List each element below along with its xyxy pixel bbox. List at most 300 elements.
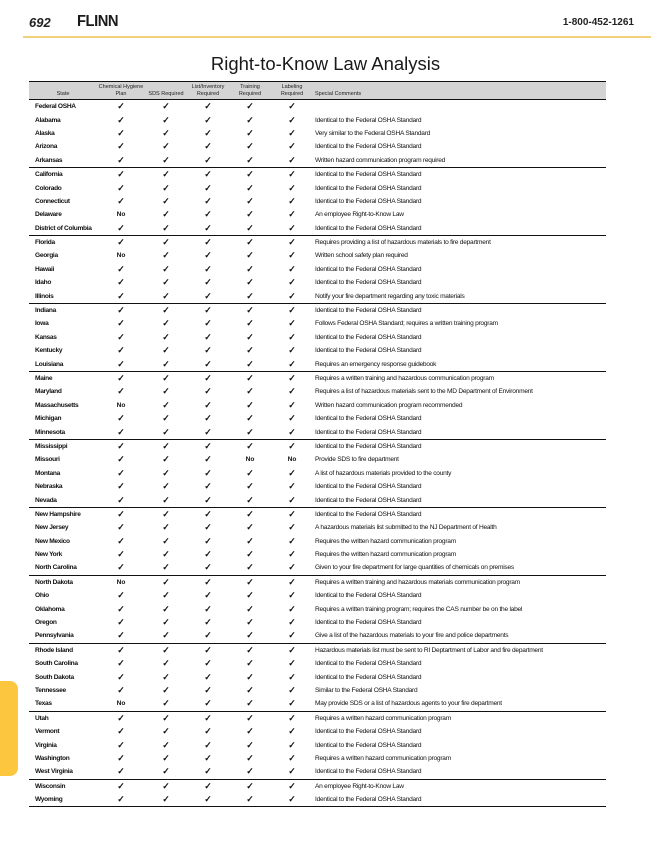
check-icon: ✓ <box>162 752 170 763</box>
check-icon: ✓ <box>162 101 170 112</box>
check-icon: ✓ <box>246 318 254 329</box>
check-icon: ✓ <box>117 739 125 750</box>
state-cell: New Jersey <box>35 524 69 532</box>
check-icon: ✓ <box>271 303 313 317</box>
check-icon: ✓ <box>117 141 125 152</box>
state-cell: Vermont <box>35 728 60 736</box>
state-cell: Alabama <box>35 116 61 124</box>
check-icon: ✓ <box>162 141 170 152</box>
table-row <box>29 602 606 615</box>
check-icon: ✓ <box>204 494 212 505</box>
special-comments-cell: Identical to the Federal OSHA Standard <box>315 116 422 124</box>
special-comments-cell: Identical to the Federal OSHA Standard <box>315 347 422 355</box>
check-icon: ✓ <box>204 481 212 492</box>
chemical-hygiene-plan-cell: No <box>116 401 126 409</box>
check-icon: ✓ <box>162 386 170 397</box>
check-icon: ✓ <box>204 739 212 750</box>
table-row <box>29 521 606 534</box>
check-icon: ✓ <box>288 154 296 165</box>
check-icon: ✓ <box>229 643 271 657</box>
table-row <box>29 399 606 412</box>
state-cell: Ohio <box>35 592 49 600</box>
check-icon: ✓ <box>288 345 296 356</box>
chemical-hygiene-plan-cell: No <box>97 575 145 589</box>
special-comments-cell: Similar to the Federal OSHA Standard <box>315 686 418 694</box>
table-header-row <box>29 82 606 100</box>
check-icon: ✓ <box>288 684 296 695</box>
check-icon: ✓ <box>97 235 145 249</box>
table-row <box>29 425 606 439</box>
check-icon: ✓ <box>246 154 254 165</box>
table-row <box>29 412 606 425</box>
check-icon: ✓ <box>288 195 296 206</box>
check-icon: ✓ <box>204 658 212 669</box>
check-icon: ✓ <box>117 222 125 233</box>
check-icon: ✓ <box>145 507 187 521</box>
check-icon: ✓ <box>117 590 125 601</box>
check-icon: ✓ <box>204 522 212 533</box>
check-icon: ✓ <box>246 141 254 152</box>
special-comments-cell: Follows Federal OSHA Standard; requires a written training program <box>315 320 498 328</box>
check-icon: ✓ <box>288 101 296 112</box>
state-cell: Illinois <box>35 292 54 300</box>
check-icon: ✓ <box>162 209 170 220</box>
check-icon: ✓ <box>288 671 296 682</box>
check-icon: ✓ <box>162 549 170 560</box>
state-cell: North Carolina <box>35 564 77 572</box>
check-icon: ✓ <box>145 439 187 453</box>
check-icon: ✓ <box>204 222 212 233</box>
check-icon: ✓ <box>117 101 125 112</box>
table-row <box>29 100 606 114</box>
special-comments-cell: Identical to the Federal OSHA Standard <box>313 793 606 807</box>
state-cell: Utah <box>29 711 97 725</box>
state-cell: Missouri <box>35 456 60 464</box>
check-icon: ✓ <box>288 250 296 261</box>
table-row <box>29 575 606 589</box>
check-icon: ✓ <box>204 127 212 138</box>
check-icon: ✓ <box>187 167 229 181</box>
special-comments-cell: Identical to the Federal OSHA Standard <box>315 428 422 436</box>
check-icon: ✓ <box>246 590 254 601</box>
check-icon: ✓ <box>204 684 212 695</box>
check-icon: ✓ <box>117 386 125 397</box>
special-comments-cell <box>313 100 606 114</box>
state-cell: Federal OSHA <box>35 103 76 111</box>
check-icon: ✓ <box>162 345 170 356</box>
table-row <box>29 535 606 548</box>
check-icon: ✓ <box>288 277 296 288</box>
special-comments-cell: An employee Right-to-Know Law <box>313 779 606 793</box>
check-icon: ✓ <box>271 439 313 453</box>
special-comments-cell: Identical to the Federal OSHA Standard <box>313 303 606 317</box>
table-row <box>29 697 606 711</box>
special-comments-cell: Provide SDS to fire department <box>315 456 399 464</box>
check-icon: ✓ <box>145 303 187 317</box>
right-to-know-table <box>29 81 606 807</box>
check-icon: ✓ <box>117 345 125 356</box>
state-cell: New York <box>35 551 63 559</box>
table-row <box>29 344 606 357</box>
table-body <box>29 100 606 807</box>
special-comments-cell: Notify your fire department regarding any toxic materials <box>315 292 465 300</box>
special-comments-cell: Identical to the Federal OSHA Standard <box>315 741 422 749</box>
check-icon: ✓ <box>117 494 125 505</box>
check-icon: ✓ <box>229 507 271 521</box>
check-icon: ✓ <box>187 235 229 249</box>
chemical-hygiene-plan-cell: No <box>116 211 126 219</box>
check-icon: ✓ <box>271 507 313 521</box>
check-icon: ✓ <box>117 127 125 138</box>
table-row <box>29 208 606 221</box>
state-cell: North Dakota <box>29 575 97 589</box>
state-cell: Alaska <box>35 129 55 137</box>
check-icon: ✓ <box>204 413 212 424</box>
chemical-hygiene-plan-cell: No <box>116 252 126 260</box>
state-cell: District of Columbia <box>35 224 92 232</box>
check-icon: ✓ <box>117 726 125 737</box>
check-icon: ✓ <box>145 235 187 249</box>
check-icon: ✓ <box>117 454 125 465</box>
special-comments-cell: Identical to the Federal OSHA Standard <box>315 333 422 341</box>
table-row <box>29 467 606 480</box>
check-icon: ✓ <box>117 671 125 682</box>
state-cell: South Carolina <box>35 660 78 668</box>
check-icon: ✓ <box>162 535 170 546</box>
table-row <box>29 181 606 194</box>
special-comments-cell: Identical to the Federal OSHA Standard <box>315 224 422 232</box>
check-icon: ✓ <box>271 643 313 657</box>
special-comments-cell: May provide SDS or a list of hazardous agents to your fire department <box>315 700 502 708</box>
section-tab <box>0 681 18 776</box>
check-icon: ✓ <box>246 535 254 546</box>
check-icon: ✓ <box>246 549 254 560</box>
table-row <box>29 276 606 289</box>
state-cell: South Dakota <box>35 673 74 681</box>
check-icon: ✓ <box>271 711 313 725</box>
special-comments-cell: Identical to the Federal OSHA Standard <box>315 619 422 627</box>
check-icon: ✓ <box>204 263 212 274</box>
table-row <box>29 765 606 779</box>
special-comments-cell: Identical to the Federal OSHA Standard <box>315 768 422 776</box>
check-icon: ✓ <box>117 562 125 573</box>
special-comments-cell: Requires a written training and hazardous materials communication program <box>313 575 606 589</box>
check-icon: ✓ <box>246 331 254 342</box>
check-icon: ✓ <box>117 658 125 669</box>
check-icon: ✓ <box>187 507 229 521</box>
special-comments-cell: Requires an emergency response guidebook <box>315 360 437 368</box>
check-icon: ✓ <box>288 114 296 125</box>
check-icon: ✓ <box>246 182 254 193</box>
check-icon: ✓ <box>246 195 254 206</box>
check-icon: ✓ <box>246 698 254 709</box>
state-cell: Maryland <box>35 388 62 396</box>
check-icon: ✓ <box>229 793 271 807</box>
column-header-chemical-hygiene-plan: Chemical Hygiene Plan <box>97 82 145 100</box>
check-icon: ✓ <box>162 522 170 533</box>
check-icon: ✓ <box>187 643 229 657</box>
check-icon: ✓ <box>246 562 254 573</box>
special-comments-cell: Requires the written hazard communication program <box>315 551 456 559</box>
check-icon: ✓ <box>162 494 170 505</box>
special-comments-cell: Identical to the Federal OSHA Standard <box>315 265 422 273</box>
check-icon: ✓ <box>117 603 125 614</box>
table-row <box>29 629 606 643</box>
special-comments-cell: Hazardous materials list must be sent to RI Deptartment of Labor and fire department <box>313 643 606 657</box>
special-comments-cell: Requires a list of hazardous materials sent to the MD Department of Environment <box>315 388 533 396</box>
check-icon: ✓ <box>229 779 271 793</box>
state-cell: Nevada <box>35 496 57 504</box>
state-cell: Kansas <box>35 333 57 341</box>
check-icon: ✓ <box>288 222 296 233</box>
check-icon: ✓ <box>271 167 313 181</box>
table-row <box>29 670 606 683</box>
check-icon: ✓ <box>162 154 170 165</box>
phone-number: 1-800-452-1261 <box>562 17 634 28</box>
check-icon: ✓ <box>246 114 254 125</box>
check-icon: ✓ <box>204 318 212 329</box>
page-header <box>0 0 651 40</box>
check-icon: ✓ <box>162 630 170 641</box>
check-icon: ✓ <box>229 439 271 453</box>
table-row <box>29 113 606 126</box>
column-header-sds-required: SDS Required <box>145 82 187 100</box>
check-icon: ✓ <box>204 766 212 777</box>
check-icon: ✓ <box>246 222 254 233</box>
check-icon: ✓ <box>145 643 187 657</box>
check-icon: ✓ <box>288 467 296 478</box>
check-icon: ✓ <box>204 752 212 763</box>
check-icon: ✓ <box>246 522 254 533</box>
check-icon: ✓ <box>288 562 296 573</box>
state-cell: Arizona <box>35 143 58 151</box>
check-icon: ✓ <box>117 426 125 437</box>
check-icon: ✓ <box>117 290 125 301</box>
check-icon: ✓ <box>246 494 254 505</box>
check-icon: ✓ <box>204 399 212 410</box>
check-icon: ✓ <box>117 467 125 478</box>
training-required-cell: No <box>245 456 255 464</box>
check-icon: ✓ <box>288 698 296 709</box>
check-icon: ✓ <box>204 358 212 369</box>
column-header-labeling-required: Labeling Required <box>271 82 313 100</box>
check-icon: ✓ <box>162 318 170 329</box>
check-icon: ✓ <box>162 684 170 695</box>
check-icon: ✓ <box>204 141 212 152</box>
check-icon: ✓ <box>162 222 170 233</box>
state-cell: Colorado <box>35 184 62 192</box>
special-comments-cell: Identical to the Federal OSHA Standard <box>315 496 422 504</box>
check-icon: ✓ <box>162 127 170 138</box>
check-icon: ✓ <box>246 277 254 288</box>
check-icon: ✓ <box>246 290 254 301</box>
check-icon: ✓ <box>246 413 254 424</box>
check-icon: ✓ <box>288 182 296 193</box>
check-icon: ✓ <box>162 250 170 261</box>
check-icon: ✓ <box>117 535 125 546</box>
check-icon: ✓ <box>162 698 170 709</box>
check-icon: ✓ <box>117 684 125 695</box>
special-comments-cell: A hazardous materials list submitted to the NJ Department of Health <box>315 524 497 532</box>
check-icon: ✓ <box>117 481 125 492</box>
check-icon: ✓ <box>162 277 170 288</box>
state-cell: Oregon <box>35 619 57 627</box>
check-icon: ✓ <box>162 290 170 301</box>
column-header-inventory-required: List/Inventory Required <box>187 82 229 100</box>
state-cell: Tennessee <box>35 686 66 694</box>
check-icon: ✓ <box>288 590 296 601</box>
check-icon: ✓ <box>288 630 296 641</box>
state-cell: Mississippi <box>29 439 97 453</box>
check-icon: ✓ <box>204 467 212 478</box>
table-row <box>29 548 606 561</box>
state-cell: Pennsylvania <box>35 632 74 640</box>
state-cell: Texas <box>35 700 52 708</box>
check-icon: ✓ <box>162 195 170 206</box>
state-cell: Iowa <box>35 320 49 328</box>
check-icon: ✓ <box>229 371 271 385</box>
state-cell: Louisiana <box>35 360 64 368</box>
state-cell: Washington <box>35 754 70 762</box>
check-icon: ✓ <box>187 779 229 793</box>
check-icon: ✓ <box>145 575 187 589</box>
check-icon: ✓ <box>246 345 254 356</box>
check-icon: ✓ <box>117 617 125 628</box>
check-icon: ✓ <box>246 250 254 261</box>
check-icon: ✓ <box>97 371 145 385</box>
check-icon: ✓ <box>246 684 254 695</box>
check-icon: ✓ <box>97 793 145 807</box>
check-icon: ✓ <box>246 263 254 274</box>
state-cell: Connecticut <box>35 197 70 205</box>
check-icon: ✓ <box>204 698 212 709</box>
table-row <box>29 263 606 276</box>
special-comments-cell: Requires the written hazard communication program <box>315 537 456 545</box>
table-row <box>29 222 606 236</box>
state-cell: Virginia <box>35 741 57 749</box>
state-cell: Montana <box>35 469 61 477</box>
check-icon: ✓ <box>117 154 125 165</box>
check-icon: ✓ <box>229 167 271 181</box>
table-row <box>29 711 606 725</box>
state-cell: West Virginia <box>35 768 73 776</box>
page-number: 692 <box>29 15 51 30</box>
table-row <box>29 493 606 507</box>
check-icon: ✓ <box>288 739 296 750</box>
state-cell: Indiana <box>29 303 97 317</box>
state-cell: Nebraska <box>35 483 63 491</box>
check-icon: ✓ <box>204 101 212 112</box>
check-icon: ✓ <box>204 195 212 206</box>
check-icon: ✓ <box>117 263 125 274</box>
check-icon: ✓ <box>204 630 212 641</box>
special-comments-cell: Identical to the Federal OSHA Standard <box>313 439 606 453</box>
check-icon: ✓ <box>271 235 313 249</box>
check-icon: ✓ <box>204 290 212 301</box>
check-icon: ✓ <box>229 711 271 725</box>
check-icon: ✓ <box>288 617 296 628</box>
special-comments-cell: Requires a written hazard communication program <box>313 711 606 725</box>
special-comments-cell: Requires a written training program; requires the CAS number be on the label <box>315 605 523 613</box>
check-icon: ✓ <box>97 167 145 181</box>
check-icon: ✓ <box>162 481 170 492</box>
table-row <box>29 752 606 765</box>
check-icon: ✓ <box>288 726 296 737</box>
check-icon: ✓ <box>162 726 170 737</box>
check-icon: ✓ <box>204 386 212 397</box>
special-comments-cell: Requires a written hazard communication program <box>315 754 451 762</box>
special-comments-cell: Given to your fire department for large quantities of chemicals on premises <box>315 564 514 572</box>
table-row <box>29 331 606 344</box>
check-icon: ✓ <box>246 209 254 220</box>
table-row <box>29 127 606 140</box>
state-cell: Arkansas <box>35 156 63 164</box>
special-comments-cell: Identical to the Federal OSHA Standard <box>315 673 422 681</box>
state-cell: Rhode Island <box>29 643 97 657</box>
check-icon: ✓ <box>288 318 296 329</box>
special-comments-cell: Identical to the Federal OSHA Standard <box>315 279 422 287</box>
header-divider <box>23 36 651 38</box>
check-icon: ✓ <box>117 549 125 560</box>
table-row <box>29 249 606 262</box>
check-icon: ✓ <box>288 481 296 492</box>
check-icon: ✓ <box>288 752 296 763</box>
table-row <box>29 616 606 629</box>
special-comments-cell: Identical to the Federal OSHA Standard <box>313 167 606 181</box>
check-icon: ✓ <box>229 303 271 317</box>
check-icon: ✓ <box>117 358 125 369</box>
table-row <box>29 154 606 168</box>
state-cell: Maine <box>29 371 97 385</box>
special-comments-cell: Identical to the Federal OSHA Standard <box>315 184 422 192</box>
table-row <box>29 235 606 249</box>
table-row <box>29 453 606 466</box>
column-header-special-comments: Special Comments <box>313 82 606 100</box>
check-icon: ✓ <box>246 467 254 478</box>
check-icon: ✓ <box>97 711 145 725</box>
check-icon: ✓ <box>204 209 212 220</box>
check-icon: ✓ <box>162 263 170 274</box>
check-icon: ✓ <box>187 575 229 589</box>
special-comments-cell: Identical to the Federal OSHA Standard <box>315 483 422 491</box>
check-icon: ✓ <box>246 358 254 369</box>
page-title: Right-to-Know Law Analysis <box>210 53 441 74</box>
special-comments-cell: Identical to the Federal OSHA Standard <box>315 197 422 205</box>
column-header-state: State <box>29 82 97 100</box>
check-icon: ✓ <box>204 562 212 573</box>
table-row <box>29 439 606 453</box>
table-row <box>29 738 606 751</box>
check-icon: ✓ <box>117 331 125 342</box>
check-icon: ✓ <box>204 154 212 165</box>
state-cell: Massachusetts <box>35 401 79 409</box>
check-icon: ✓ <box>246 739 254 750</box>
table-row <box>29 684 606 697</box>
table-row <box>29 480 606 493</box>
check-icon: ✓ <box>162 182 170 193</box>
check-icon: ✓ <box>117 114 125 125</box>
state-cell: Wyoming <box>29 793 97 807</box>
check-icon: ✓ <box>288 209 296 220</box>
table-row <box>29 657 606 670</box>
special-comments-cell: Written hazard communication program required <box>315 156 446 164</box>
special-comments-cell: Give a list of the hazardous materials to your fire and police departments <box>315 632 509 640</box>
check-icon: ✓ <box>162 603 170 614</box>
check-icon: ✓ <box>271 793 313 807</box>
table-row <box>29 507 606 521</box>
check-icon: ✓ <box>288 331 296 342</box>
table-row <box>29 317 606 330</box>
